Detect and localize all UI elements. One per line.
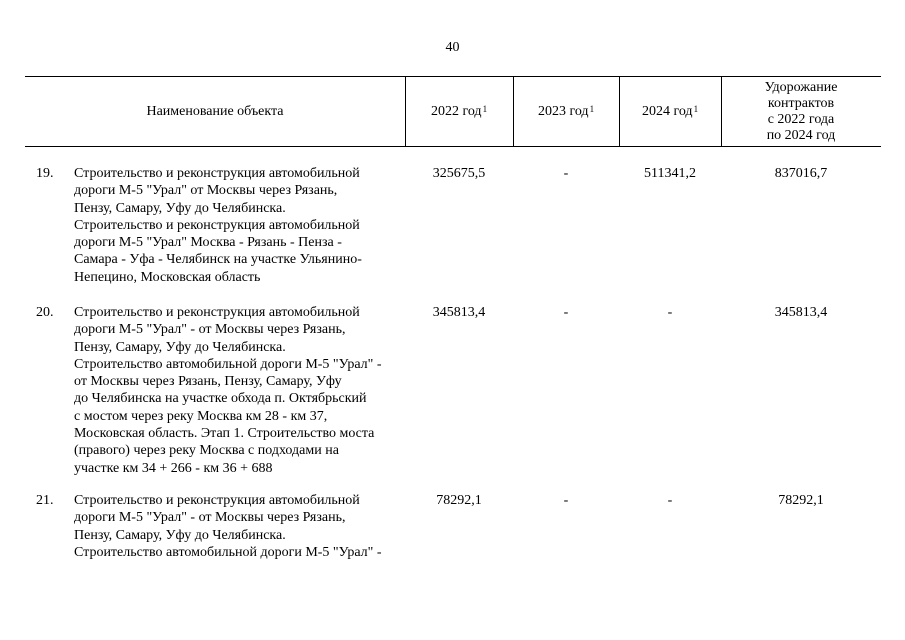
object-name-line: Пензу, Самару, Уфу до Челябинска. — [74, 527, 286, 543]
object-name-line: Строительство и реконструкция автомобильной — [74, 217, 360, 233]
object-name-line: Пензу, Самару, Уфу до Челябинска. — [74, 339, 286, 355]
object-name-line: от Москвы через Рязань, Пензу, Самару, Уфу — [74, 374, 342, 390]
object-name-line: (правого) через реку Москва с подходами на — [74, 443, 339, 459]
header-total-line: по 2024 год — [766, 127, 836, 143]
header-total-line: Удорожание — [764, 79, 838, 95]
value-2023: - — [563, 166, 569, 181]
header-name — [25, 77, 405, 146]
object-name-line: Строительство и реконструкция автомобильной — [74, 166, 360, 181]
object-name-line: Пензу, Самару, Уфу до Челябинска. — [74, 200, 286, 216]
object-name — [74, 492, 404, 561]
object-name — [74, 304, 404, 477]
header-2023 — [513, 77, 619, 146]
object-name — [74, 165, 404, 286]
header-total-line: с 2022 года — [767, 111, 835, 127]
header-2022 — [405, 77, 513, 146]
object-name-line: Строительство и реконструкция автомобильной — [74, 305, 360, 320]
object-name-line: Строительство автомобильной дороги М-5 "Урал" - — [74, 356, 382, 372]
header-2024-label: 2024 год — [641, 103, 693, 119]
value-total: 78292,1 — [778, 493, 824, 508]
value-total: 837016,7 — [774, 166, 828, 181]
value-2023: - — [563, 305, 569, 320]
footnote-mark: 1 — [589, 103, 595, 114]
object-name-line: дороги М-5 "Урал" - от Москвы через Рязань, — [74, 322, 346, 338]
value-2024: - — [667, 493, 673, 508]
value-2022: 78292,1 — [436, 493, 482, 508]
object-name-line: Самара - Уфа - Челябинск на участке Ульянино- — [74, 252, 362, 268]
value-2023: - — [563, 493, 569, 508]
object-name-line: дороги М-5 "Урал" от Москвы через Рязань, — [74, 183, 338, 199]
header-2023-label: 2023 год — [537, 103, 589, 119]
row-number: 19. — [36, 166, 54, 181]
row-number: 20. — [36, 305, 54, 320]
value-2022: 325675,5 — [432, 166, 486, 181]
object-name-line: до Челябинска на участке обхода п. Октябрьский — [74, 391, 367, 407]
footnote-mark: 1 — [693, 103, 699, 114]
header-name-label: Наименование объекта — [146, 103, 284, 119]
object-name-line: дороги М-5 "Урал" Москва - Рязань - Пенза - — [74, 235, 342, 251]
object-name-line: Непецино, Московская область — [74, 269, 261, 285]
value-2024: 511341,2 — [644, 166, 696, 181]
object-name-line: дороги М-5 "Урал" - от Москвы через Рязань, — [74, 510, 346, 526]
object-name-line: Строительство автомобильной дороги М-5 "Урал" - — [74, 544, 382, 560]
row-number: 21. — [36, 493, 54, 508]
page-number: 40 — [445, 40, 460, 55]
table-header-bottom-rule — [25, 146, 881, 147]
footnote-mark: 1 — [482, 103, 488, 114]
header-total — [721, 77, 881, 146]
header-2022-label: 2022 год — [430, 103, 482, 119]
object-name-line: Московская область. Этап 1. Строительство моста — [74, 426, 375, 442]
value-2024: - — [667, 305, 673, 320]
value-2022: 345813,4 — [432, 305, 486, 320]
object-name-line: участке км 34 + 266 - км 36 + 688 — [74, 460, 273, 476]
object-name-line: с мостом через реку Москва км 28 - км 37, — [74, 408, 328, 424]
value-total: 345813,4 — [774, 305, 828, 320]
object-name-line: Строительство и реконструкция автомобильной — [74, 493, 360, 508]
header-total-line: контрактов — [767, 95, 835, 111]
header-2024 — [619, 77, 721, 146]
